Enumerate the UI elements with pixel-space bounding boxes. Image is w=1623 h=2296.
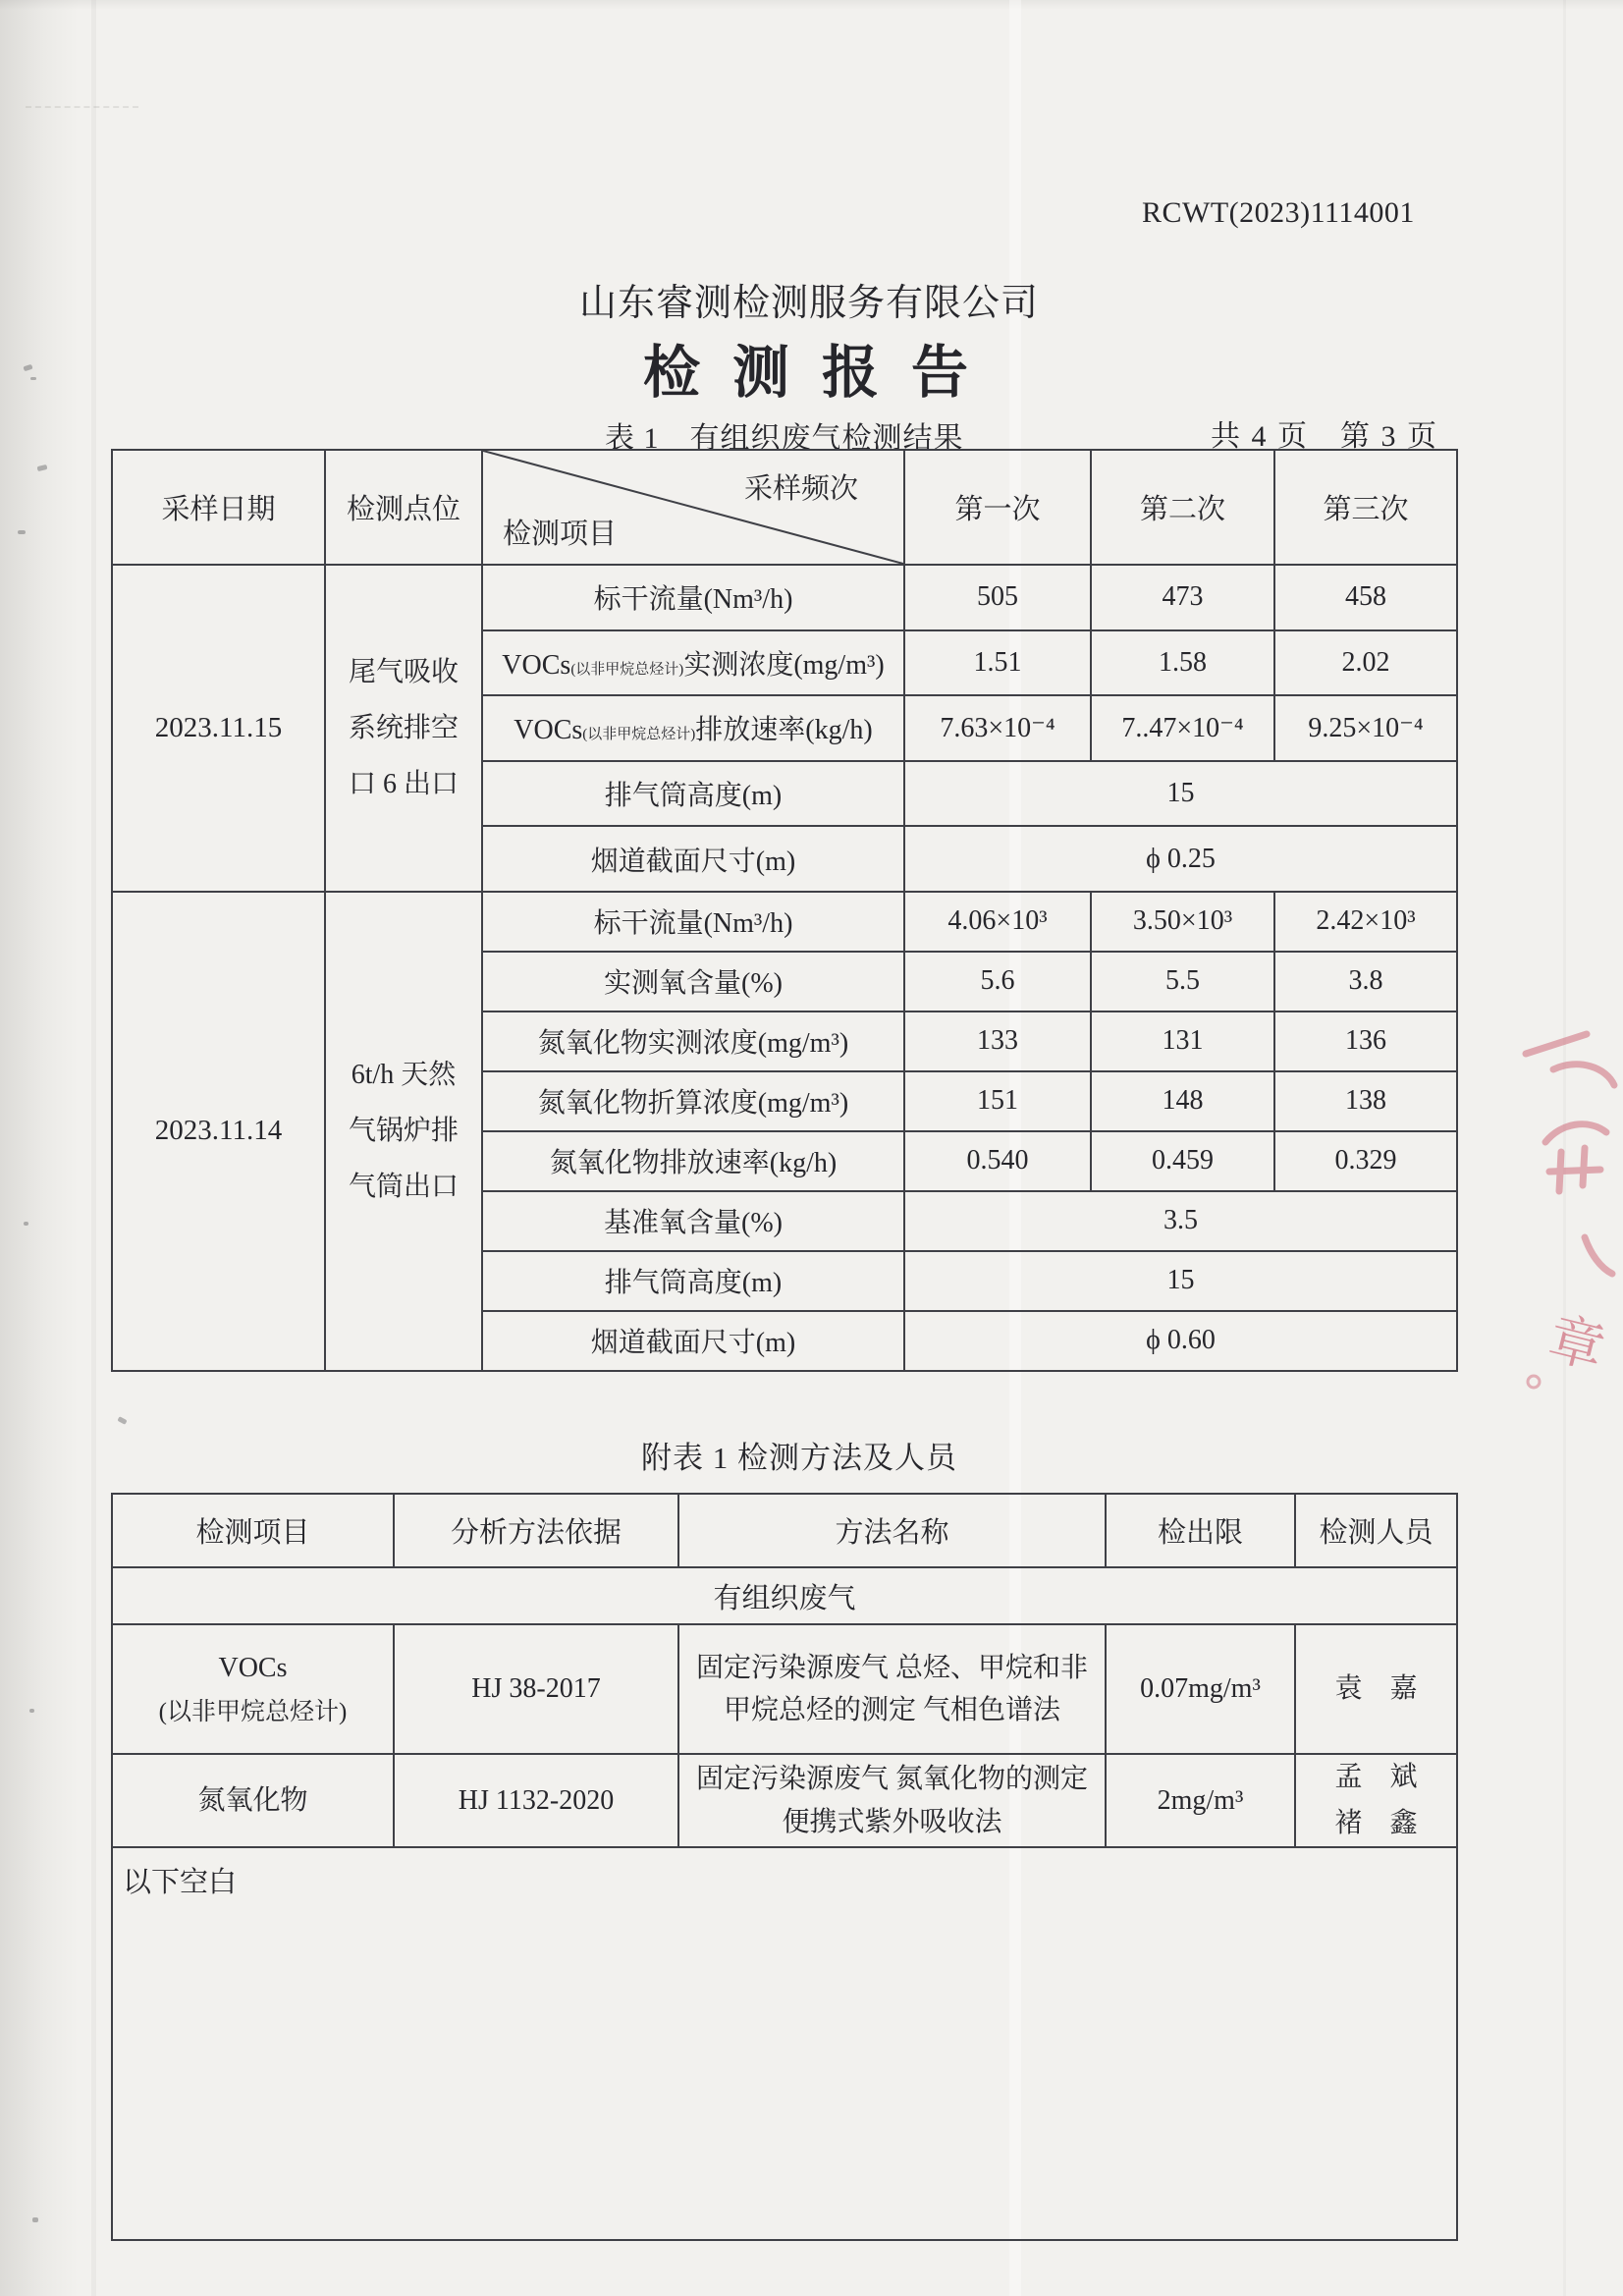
scan-speck (29, 1709, 34, 1713)
sample-date-cell: 2023.11.14 (112, 892, 325, 1371)
table-row (112, 1754, 1457, 1847)
header-diagonal-cell (482, 450, 904, 565)
table-row (112, 565, 1457, 630)
merged-value-cell: ϕ 0.25 (904, 826, 1457, 892)
item-label-rest: 实测浓度(mg/m³) (683, 649, 885, 681)
method-basis-cell: HJ 1132-2020 (394, 1754, 678, 1847)
table1-header-row (112, 450, 1457, 565)
scan-speck (24, 1222, 28, 1226)
scan-speck (30, 377, 36, 380)
item-label-cell: 氮氧化物折算浓度(mg/m³) (482, 1071, 904, 1131)
table-row (112, 1624, 1457, 1754)
header-method-basis: 分析方法依据 (394, 1494, 678, 1567)
header-sampling-frequency: 采样频次 (743, 473, 858, 505)
method-basis-cell: HJ 38-2017 (394, 1624, 678, 1754)
value-cell: 1.58 (1091, 630, 1274, 696)
value-cell: 136 (1274, 1011, 1457, 1071)
scan-streak (1563, 0, 1566, 2296)
detection-limit-cell: 2mg/m³ (1106, 1754, 1295, 1847)
table1-caption: 表 1 有组织废气检测结果 (605, 422, 964, 455)
value-cell: 3.50×10³ (1091, 892, 1274, 952)
item-name: 氮氧化物 (197, 1784, 308, 1816)
item-cell (112, 1624, 394, 1754)
item-label-cell (482, 630, 904, 696)
test-point-line: 系统排空 (348, 712, 459, 743)
item-label-cell: 标干流量(Nm³/h) (482, 892, 904, 952)
value-cell: 131 (1091, 1011, 1274, 1071)
methods-table (111, 1493, 1458, 2241)
item-label-cell: 排气筒高度(m) (482, 1251, 904, 1311)
company-name: 山东睿测检测服务有限公司 (579, 283, 1040, 324)
personnel-name: 孟 斌 (1334, 1762, 1418, 1793)
header-sample-date: 采样日期 (112, 450, 325, 565)
value-cell: 0.540 (904, 1131, 1091, 1191)
item-name: VOCs (218, 1652, 288, 1683)
page-indicator: 共 4 页 第 3 页 (1211, 420, 1438, 453)
value-cell: 5.5 (1091, 952, 1274, 1011)
item-label-cell: 基准氧含量(%) (482, 1191, 904, 1251)
scan-edge-shadow (0, 0, 79, 2296)
scan-speck (32, 2217, 38, 2222)
item-label-cell: 标干流量(Nm³/h) (482, 565, 904, 630)
value-cell: 2.02 (1274, 630, 1457, 696)
scan-artifact (26, 106, 138, 108)
item-label-subscript: (以非甲烷总烃计) (582, 727, 696, 743)
item-label-subscript: (以非甲烷总烃计) (570, 661, 684, 678)
report-number: RCWT(2023)1114001 (1142, 196, 1415, 229)
section-row (112, 1567, 1457, 1624)
table-row (112, 1847, 1457, 2240)
stamp-character: 章 (1542, 1308, 1611, 1382)
item-label-cell: 实测氧含量(%) (482, 952, 904, 1011)
test-point-line: 尾气吸收 (348, 656, 459, 687)
merged-value-cell: ϕ 0.60 (904, 1311, 1457, 1371)
value-cell: 3.8 (1274, 952, 1457, 1011)
personnel-name: 袁 嘉 (1334, 1672, 1418, 1704)
header-method-name: 方法名称 (678, 1494, 1106, 1567)
value-cell: 505 (904, 565, 1091, 630)
test-point-cell (325, 892, 482, 1371)
test-point-line: 口 6 出口 (348, 768, 459, 799)
item-cell (112, 1754, 394, 1847)
value-cell: 138 (1274, 1071, 1457, 1131)
detection-limit-cell: 0.07mg/m³ (1106, 1624, 1295, 1754)
item-label-cell: 氮氧化物排放速率(kg/h) (482, 1131, 904, 1191)
blank-below-cell: 以下空白 (112, 1847, 1457, 2240)
item-label-main: VOCs (514, 715, 583, 746)
header-test-point: 检测点位 (325, 450, 482, 565)
value-cell: 458 (1274, 565, 1457, 630)
value-cell: 0.459 (1091, 1131, 1274, 1191)
test-point-line: 气锅炉排 (348, 1116, 459, 1147)
header-test-item: 检测项目 (112, 1494, 394, 1567)
header-personnel: 检测人员 (1295, 1494, 1457, 1567)
header-time-2: 第二次 (1091, 450, 1274, 565)
item-label-cell: 排气筒高度(m) (482, 761, 904, 827)
value-cell: 4.06×10³ (904, 892, 1091, 952)
item-label-cell: 烟道截面尺寸(m) (482, 826, 904, 892)
test-point-line: 6t/h 天然 (351, 1060, 457, 1091)
value-cell: 7..47×10⁻⁴ (1091, 695, 1274, 761)
header-detection-limit: 检出限 (1106, 1494, 1295, 1567)
value-cell: 133 (904, 1011, 1091, 1071)
merged-value-cell: 15 (904, 761, 1457, 827)
item-label-cell: 烟道截面尺寸(m) (482, 1311, 904, 1371)
header-test-item: 检测项目 (503, 519, 618, 550)
paper-crease (91, 0, 96, 2296)
value-cell: 151 (904, 1071, 1091, 1131)
table2-header-row (112, 1494, 1457, 1567)
value-cell: 0.329 (1274, 1131, 1457, 1191)
table2-caption: 附表 1 检测方法及人员 (641, 1441, 957, 1475)
merged-value-cell: 15 (904, 1251, 1457, 1311)
test-point-line: 气筒出口 (348, 1172, 459, 1203)
personnel-cell (1295, 1754, 1457, 1847)
personnel-name: 褚 鑫 (1334, 1807, 1418, 1838)
header-time-1: 第一次 (904, 450, 1091, 565)
value-cell: 7.63×10⁻⁴ (904, 695, 1091, 761)
test-point-cell (325, 565, 482, 892)
section-title-cell: 有组织废气 (112, 1567, 1457, 1624)
value-cell: 9.25×10⁻⁴ (1274, 695, 1457, 761)
value-cell: 473 (1091, 565, 1274, 630)
scan-edge-shadow-top (0, 0, 1623, 10)
header-time-3: 第三次 (1274, 450, 1457, 565)
method-name-cell: 固定污染源废气 氮氧化物的测定 便携式紫外吸收法 (678, 1754, 1106, 1847)
value-cell: 2.42×10³ (1274, 892, 1457, 952)
item-qualifier: (以非甲烷总烃计) (158, 1698, 348, 1725)
results-table (111, 449, 1458, 1372)
item-label-cell (482, 695, 904, 761)
item-label-cell: 氮氧化物实测浓度(mg/m³) (482, 1011, 904, 1071)
scan-speck (18, 530, 26, 534)
merged-value-cell: 3.5 (904, 1191, 1457, 1251)
value-cell: 5.6 (904, 952, 1091, 1011)
item-label-rest: 排放速率(kg/h) (695, 715, 873, 746)
item-label-main: VOCs (502, 649, 571, 681)
value-cell: 1.51 (904, 630, 1091, 696)
personnel-cell (1295, 1624, 1457, 1754)
report-title: 检测报告 (643, 341, 1001, 405)
sample-date-cell: 2023.11.15 (112, 565, 325, 892)
method-name-cell: 固定污染源废气 总烃、甲烷和非甲烷总烃的测定 气相色谱法 (678, 1624, 1106, 1754)
scan-speck (117, 1416, 127, 1425)
value-cell: 148 (1091, 1071, 1274, 1131)
table-row (112, 892, 1457, 952)
red-stamp (1488, 1021, 1623, 1414)
